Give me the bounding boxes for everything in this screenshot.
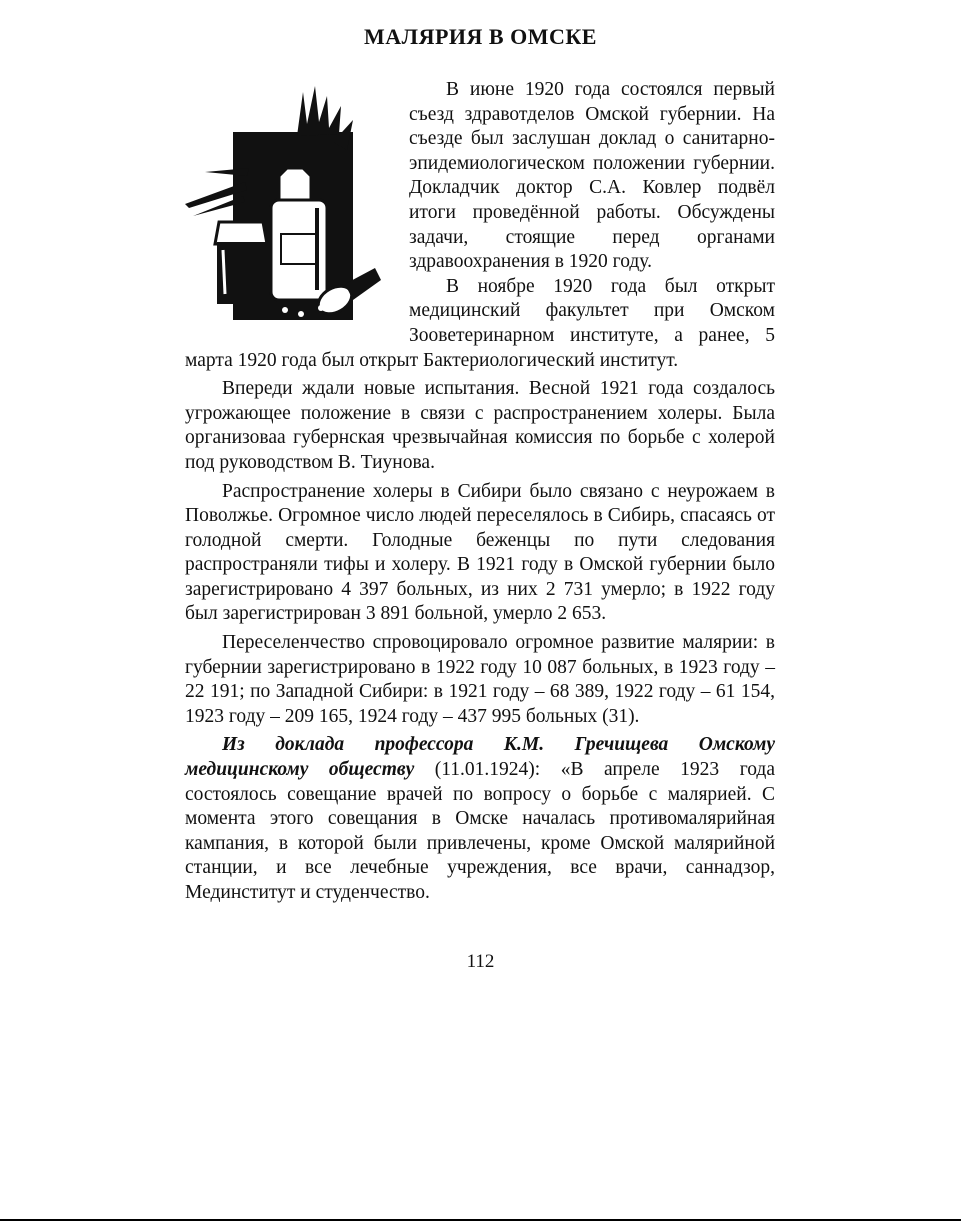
- page-title: МАЛЯРИЯ В ОМСКЕ: [364, 24, 597, 49]
- paragraph: Переселенчество спровоцировало огромное развитие малярии: в губернии зарегистрировано в 1922 году 10 087 больных, в 1923 году – 22 191; по Западной Сибири: в 1921 году – 68 389, 1922 году – 61 154, 1923 году – 209 165, 1924 году – 437 995 больных (31).: [185, 632, 775, 727]
- report-quote-paragraph: [185, 733, 775, 905]
- still-life-bottles-illustration: [185, 84, 393, 332]
- paragraph: Распространение холеры в Сибири было связано с неурожаем в Поволжье. Огромное число людей переселялось в Сибирь, спасаясь от голодной смерти. Голодные беженцы по пути следования распространяли тифы и холеру. В 1921 году в Омской губернии было зарегистрировано 4 397 больных, из них 2 731 умерло; в 1922 году был зарегистрирован 3 891 больной, умерло 2 653.: [185, 480, 775, 625]
- paragraph: В июне 1920 года состоялся первый съезд здравотделов Омской губернии. На съезде был заслушан доклад о санитарно-эпидемиологическом положении губернии. Докладчик доктор С.А. Ковлер подвёл итоги проведённой работы. Обсуждены задачи, стоящие перед органами здравоохранения в 1920 году.: [409, 79, 775, 273]
- page-number: 112: [466, 951, 495, 972]
- bottom-border-line: [0, 1219, 961, 1221]
- paragraph: В ноябре 1920 года был открыт медицинский факультет при Омском Зооветеринарном институте, а ранее, 5 марта 1920 года был открыт Бактериологический институт.: [185, 275, 775, 371]
- report-quote-text: (11.01.1924): «В апреле 1923 года состоялось совещание врачей по вопросу о борьбе с малярией. С момента этого совещания в Омске началась противомалярийная кампания, в которой были привлечены, кроме Омской малярийной станции, и все лечебные учреждения, все врачи, саннадзор, Мединститут и студенчество.: [185, 759, 775, 903]
- article-body: [185, 78, 775, 906]
- paragraph: Впереди ждали новые испытания. Весной 1921 года создалось угрожающее положение в связи с распространением холеры. Была организоваа губернская чрезвычайная комиссия по борьбе с холерой под руководством В. Тиунова.: [185, 378, 775, 473]
- report-source-title: Из доклада профессора К.М. Гречищева Омскому медицинскому обществу: [185, 734, 775, 781]
